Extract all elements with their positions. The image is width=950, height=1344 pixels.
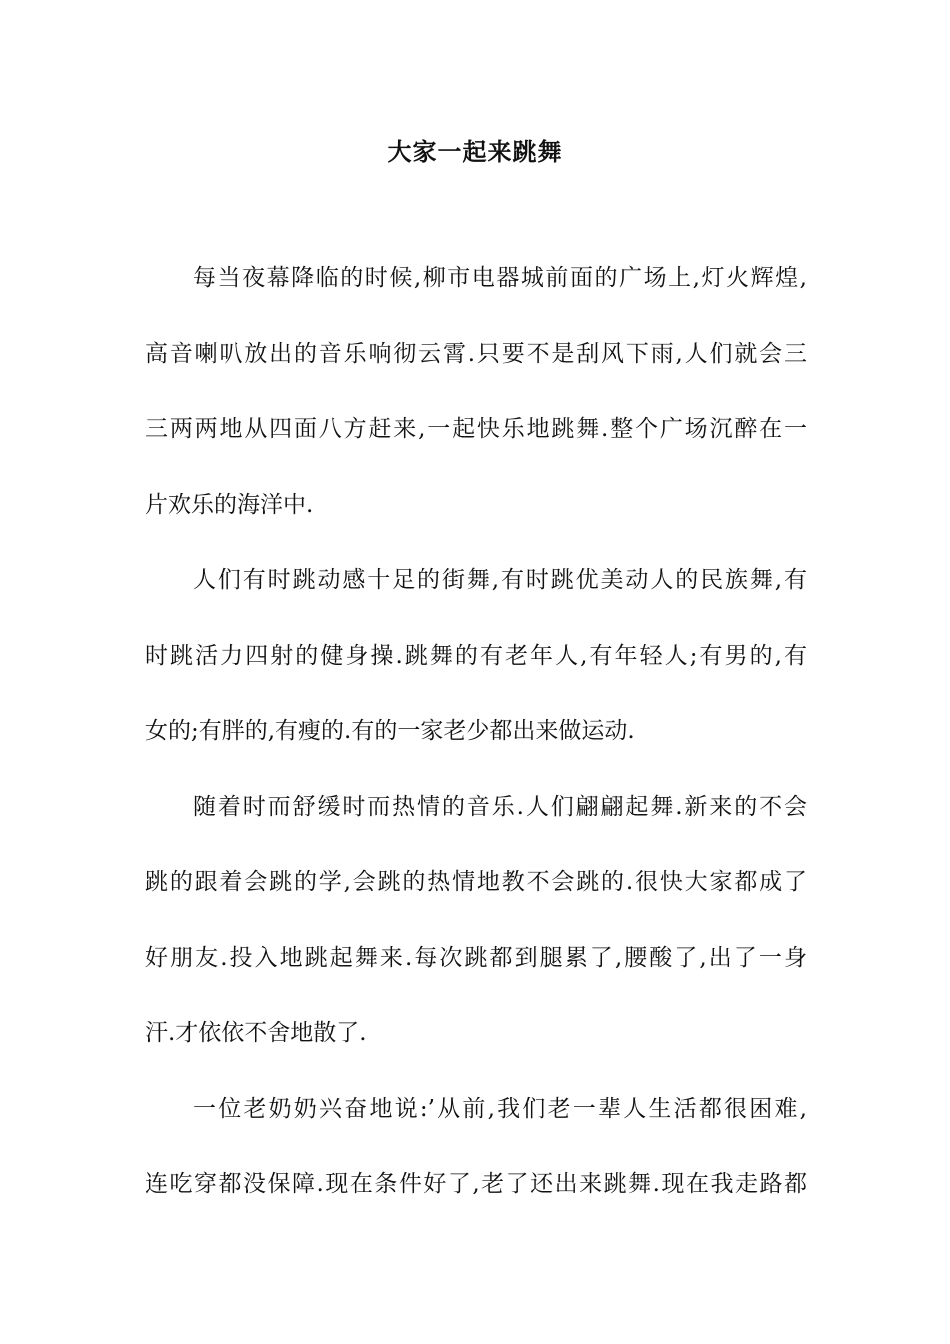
document-title: 大家一起来跳舞 (387, 138, 563, 166)
paragraph-4-line-1: 一位老奶奶兴奋地说:’从前,我们老一辈人生活都很困难, (193, 1095, 807, 1122)
paragraph-3-line-4: 汗.才依依不舍地散了. (145, 1020, 367, 1046)
document-body (145, 258, 807, 1240)
paragraph-4-line-2: 连吃穿都没保障.现在条件好了,老了还出来跳舞.现在我走路都 (145, 1171, 807, 1197)
paragraph-3-line-2: 跳的跟着会跳的学,会跳的热情地教不会跳的.很快大家都成了 (145, 869, 807, 895)
paragraph-3-line-1: 随着时而舒缓时而热情的音乐.人们翩翩起舞.新来的不会 (193, 793, 807, 820)
paragraph-3-line-3: 好朋友.投入地跳起舞来.每次跳都到腿累了,腰酸了,出了一身 (145, 944, 807, 971)
paragraph-2-line-3: 女的;有胖的,有瘦的.有的一家老少都出来做运动. (145, 718, 635, 744)
paragraph-1-line-3: 三两两地从四面八方赶来,一起快乐地跳舞.整个广场沉醉在一 (145, 416, 807, 442)
paragraph-1-line-4: 片欢乐的海洋中. (145, 491, 314, 518)
paragraph-2-line-1: 人们有时跳动感十足的街舞,有时跳优美动人的民族舞,有 (193, 567, 807, 593)
paragraph-1-line-2: 高音喇叭放出的音乐响彻云霄.只要不是刮风下雨,人们就会三 (145, 340, 807, 367)
paragraph-1-line-1: 每当夜幕降临的时候,柳市电器城前面的广场上,灯火辉煌, (193, 265, 807, 291)
paragraph-2-line-2: 时跳活力四射的健身操.跳舞的有老年人,有年轻人;有男的,有 (145, 642, 807, 669)
